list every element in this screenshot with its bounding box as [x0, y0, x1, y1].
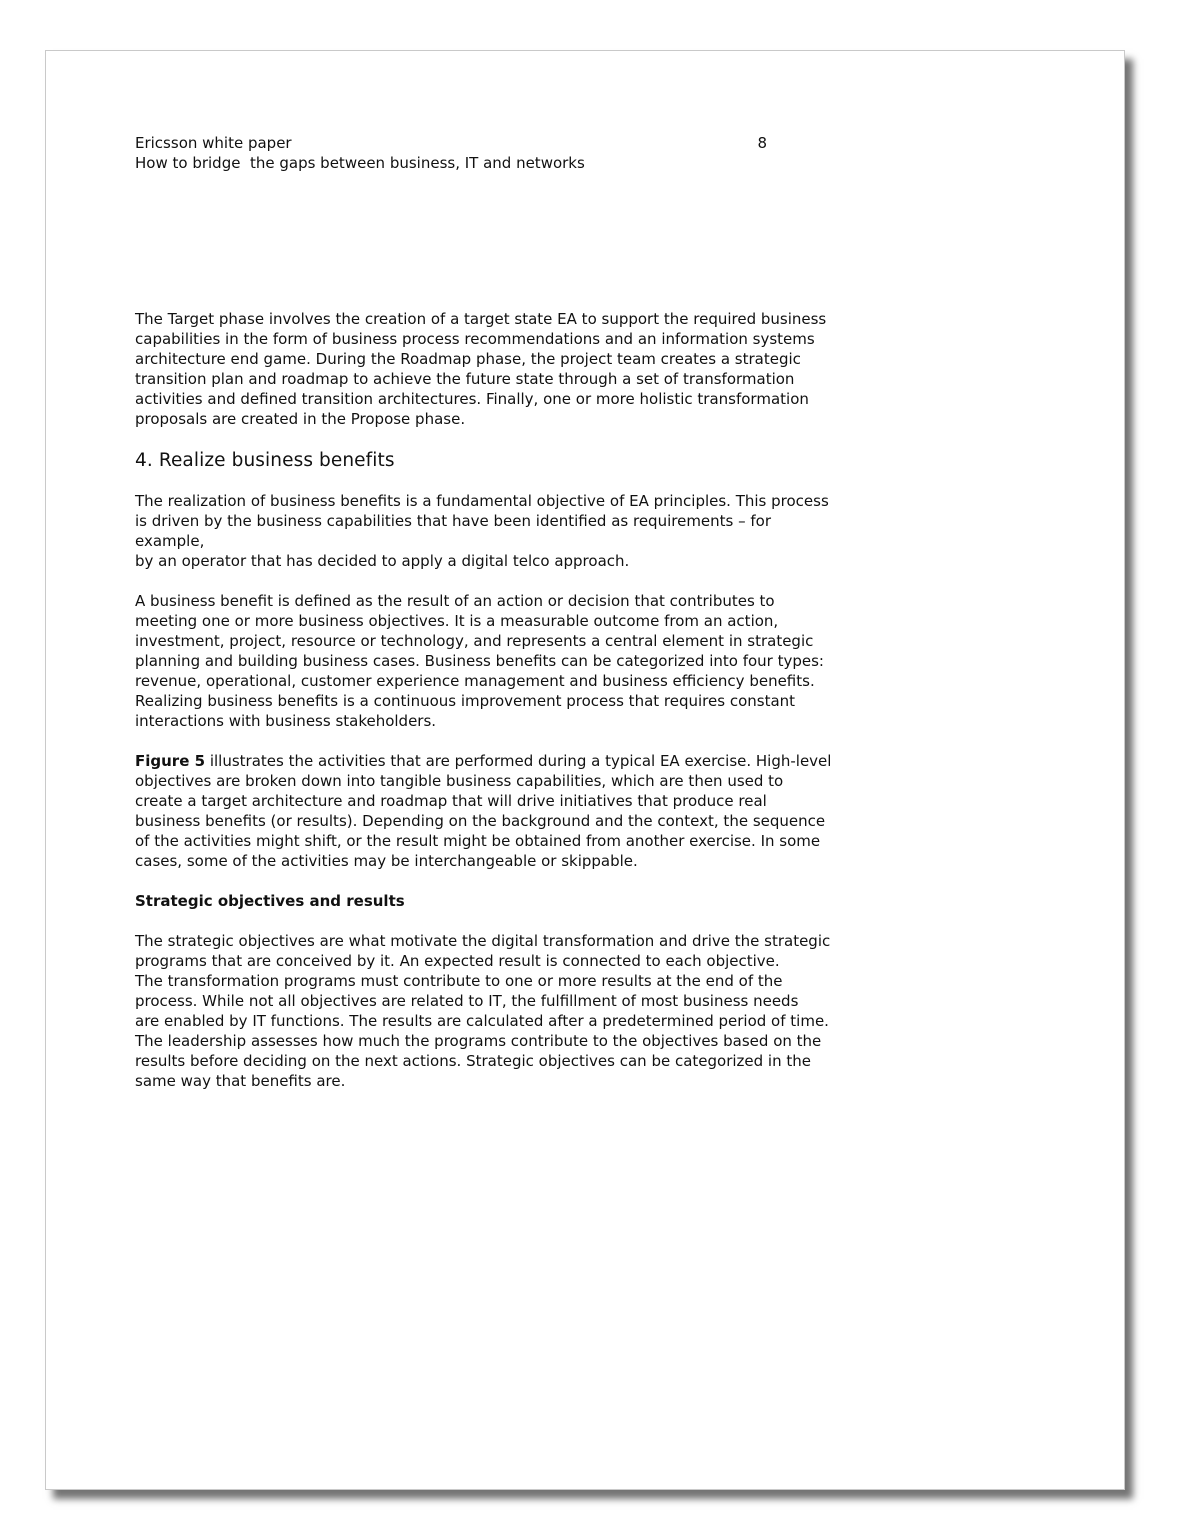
document-body	[135, 309, 835, 1111]
section-heading: 4. Realize business benefits	[135, 450, 395, 471]
document-page	[45, 50, 1125, 1490]
subsection-heading: Strategic objectives and results	[135, 892, 405, 910]
document-title: How to bridge the gaps between business, IT and networks	[135, 154, 585, 172]
paragraph-figure-text: illustrates the activities that are performed during a typical EA exercise. High-level objectives are broken down into tangible business capabilities, which are then used to create a target architecture and roadmap that will drive initiatives that produce real business benefits (or results). Depending on the background and the context, the sequence of the activities might shift, or the result might be obtained from another exercise. In some cases, some of the activities may be interchangeable or skippable.	[135, 752, 832, 870]
paragraph-realization: The realization of business benefits is a fundamental objective of EA principles. This process is driven by the business capabilities that have been identified as requirements – for example, by an operator that has decided to apply a digital telco approach.	[135, 492, 829, 570]
page-number: 8	[757, 134, 767, 152]
paragraph-definition: A business benefit is defined as the result of an action or decision that contributes to meeting one or more business objectives. It is a measurable outcome from an action, investment, project, resource or technology, and represents a central element in strategic planning and building business cases. Business benefits can be categorized into four types: revenue, operational, customer experience management and business efficiency benefits. Realizing business benefits is a continuous improvement process that requires constant interactions with business stakeholders.	[135, 592, 824, 730]
document-type: Ericsson white paper	[135, 134, 292, 152]
paragraph-objectives: The strategic objectives are what motivate the digital transformation and drive the strategic programs that are conceived by it. An expected result is connected to each objective. The transformation programs must contribute to one or more results at the end of the process. While not all objectives are related to IT, the fulfillment of most business needs are enabled by IT functions. The results are calculated after a predetermined period of time. The leadership assesses how much the programs contribute to the objectives based on the results before deciding on the next actions. Strategic objectives can be categorized in the same way that benefits are.	[135, 932, 831, 1090]
page-header	[135, 133, 767, 173]
paragraph-target-phase: The Target phase involves the creation of a target state EA to support the required business capabilities in the form of business process recommendations and an information systems architecture end game. During the Roadmap phase, the project team creates a strategic transition plan and roadmap to achieve the future state through a set of transformation activities and defined transition architectures. Finally, one or more holistic transformation proposals are created in the Propose phase.	[135, 310, 827, 428]
header-top-row	[135, 133, 767, 153]
figure-reference: Figure 5	[135, 752, 206, 770]
paragraph-figure-description	[135, 751, 835, 871]
